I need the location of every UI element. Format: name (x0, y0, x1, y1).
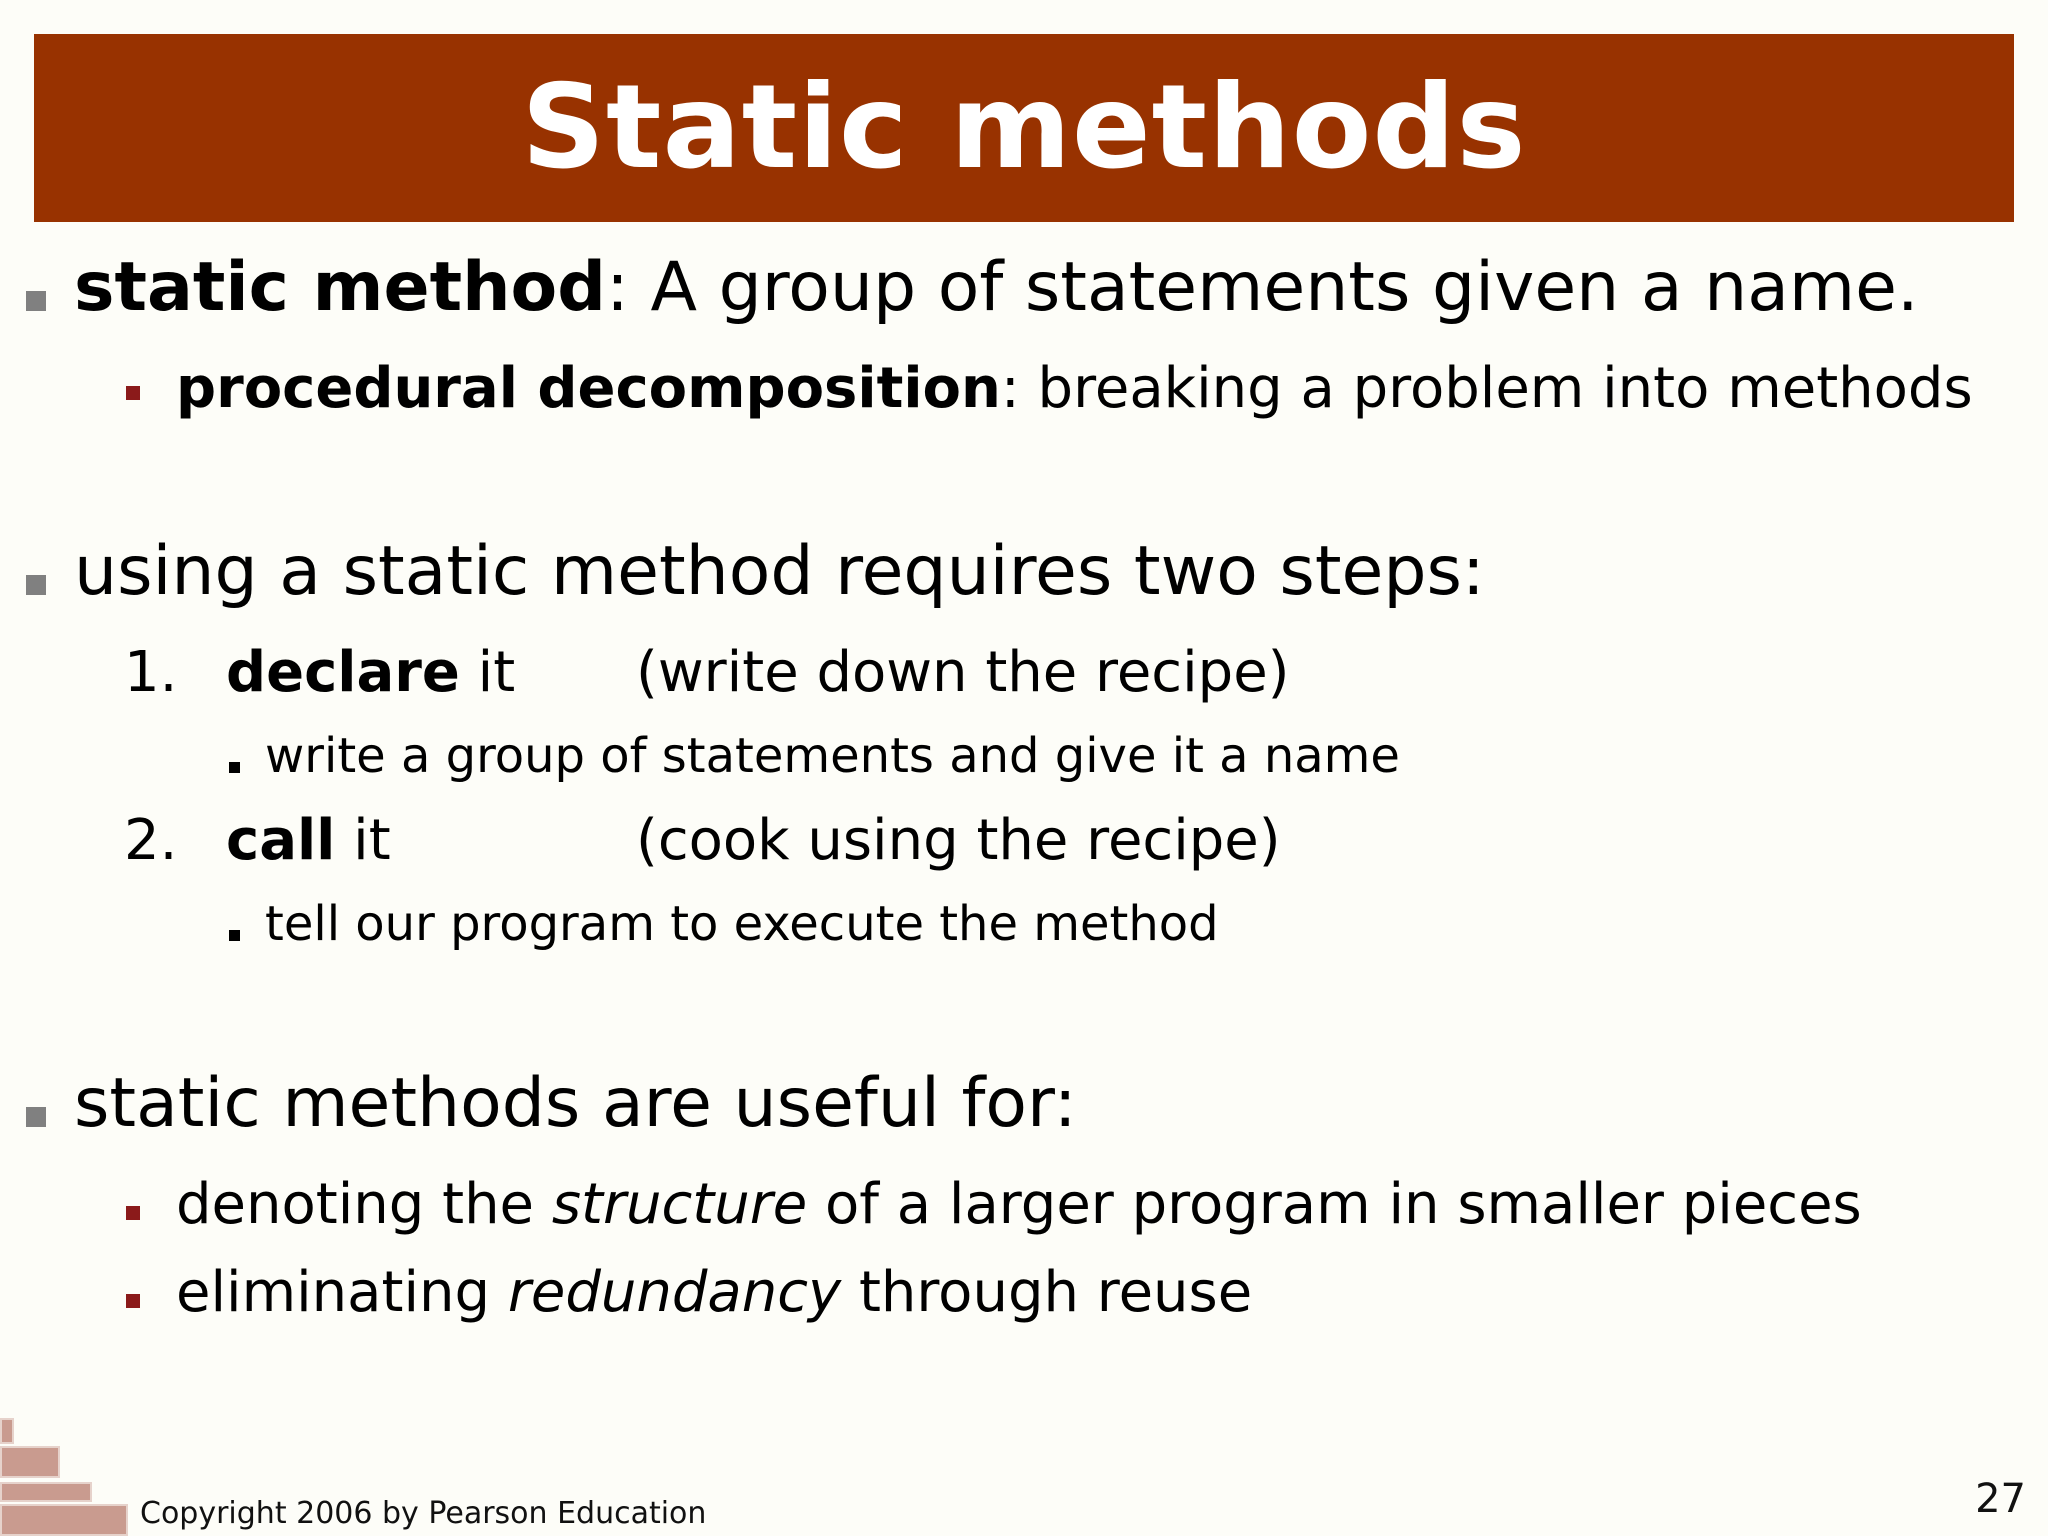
slide-title: Static methods (521, 60, 1527, 195)
step-declare-paren: (write down the recipe) (636, 640, 1290, 705)
step-number: 1. (124, 640, 178, 705)
bullet-marker (26, 575, 46, 595)
sub-bullet-structure (176, 1172, 1862, 1237)
step-call-sub: tell our program to execute the method (265, 896, 1219, 952)
bullet-static-method-rest: : A group of statements given a name. (605, 248, 1919, 327)
term-call: call (226, 808, 336, 873)
sub-bullet-marker (126, 1206, 140, 1220)
bullet-marker (26, 1107, 46, 1127)
sub-bullet-redundancy (176, 1260, 1252, 1325)
bullet-useful-for: static methods are useful for: (74, 1064, 1077, 1143)
sub-bullet-redundancy-pre: eliminating (176, 1260, 508, 1325)
step-declare-rest: it (459, 640, 516, 705)
step-declare-sub: write a group of statements and give it a name (265, 728, 1400, 784)
sub-bullet-procedural-decomposition (176, 356, 1973, 421)
sub-bullet-marker (126, 1294, 140, 1308)
em-redundancy: redundancy (507, 1260, 842, 1325)
sub-bullet-structure-pre: denoting the (176, 1172, 552, 1237)
bullet-marker (26, 291, 46, 311)
em-structure: structure (551, 1172, 808, 1237)
step-call (226, 808, 391, 873)
copyright-footer: Copyright 2006 by Pearson Education (140, 1496, 707, 1531)
sub-bullet-procedural-rest: : breaking a problem into methods (1000, 356, 1973, 421)
sub-bullet-redundancy-post: through reuse (841, 1260, 1253, 1325)
sub-bullet-marker (126, 386, 140, 400)
step-number: 2. (124, 808, 178, 873)
page-number: 27 (1975, 1476, 2026, 1522)
step-declare (226, 640, 515, 705)
term-static-method: static method (74, 248, 606, 327)
bullet-two-steps: using a static method requires two steps: (74, 532, 1485, 611)
step-call-paren: (cook using the recipe) (636, 808, 1281, 873)
term-procedural-decomposition: procedural decomposition (176, 356, 1001, 421)
step-sub-marker (229, 762, 240, 773)
bullet-static-method (74, 248, 1919, 327)
step-call-rest: it (335, 808, 391, 873)
step-sub-marker (229, 930, 240, 941)
sub-bullet-structure-post: of a larger program in smaller pieces (807, 1172, 1862, 1237)
term-declare: declare (226, 640, 460, 705)
